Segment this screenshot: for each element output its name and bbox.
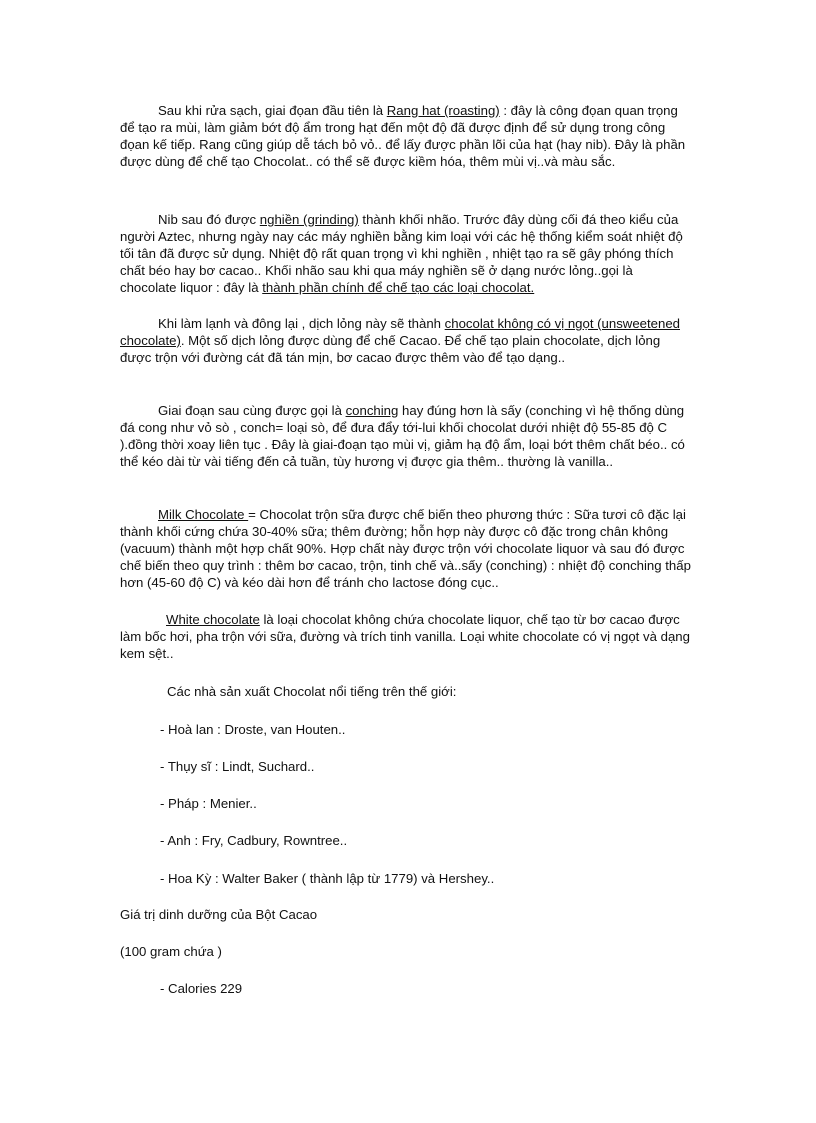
term-unsweetened-chocolate: chocolat không có vị ngọt (unsweetened chocolate): [120, 316, 680, 348]
paragraph-roasting: Sau khi rửa sạch, giai đọan đầu tiên là Rang hat (roasting) : đây là công đọan quan trọng để tạo ra mùi, làm giảm bớt độ ẩm trong hạt đến một độ đã được định để sử dụng trong công đọan kế tiếp. Rang cũng giúp dễ tách bỏ vỏ.. để lấy được phần lõi của hạt (hay nib). Đây là phần được dùng để chế tạo Chocolat.. có thể sẽ được kiềm hóa, thêm mùi vị..và màu sắc.: [120, 103, 686, 169]
paragraph-unsweetened: Khi làm lạnh và đông lại , dịch lỏng này sẽ thành chocolat không có vị ngọt (unsweetened chocolate). Một số dịch lỏng được dùng để chế Cacao. Để chế tạo plain chocolate, dịch lỏng được trộn với đường cát đã tán mịn, bơ cacao được thêm vào để tạo dạng..: [120, 316, 680, 365]
term-conching: conching: [345, 403, 399, 418]
paragraph-white-chocolate: White chocolate là loại chocolat không chứa chocolate liquor, chế tạo từ bơ cacao được làm bốc hơi, pha trộn với sữa, đường và trích tinh vanilla. Loại white chocolate có vị ngọt và dạng kem sệt..: [120, 612, 690, 661]
paragraph-grinding: Nib sau đó được nghiền (grinding) thành khối nhão. Trước đây dùng cối đá theo kiểu của người Aztec, nhưng ngày nay các máy nghiền bằng kim loại với các hệ thống kiểm soát nhiệt độ tối tân đã được sử dụng. Nhiệt độ rất quan trọng vì khi nghiền , nhiệt tạo ra sẽ gây phóng thích chất béo hay bơ cacao.. Khối nhão sau khi qua máy nghiền sẽ ở dạng nước lỏng..gọi là chocolate liquor : đây là thành phần chính để chế tạo các loại chocolat.: [120, 212, 683, 295]
nutrition-heading: Giá trị dinh dưỡng của Bột Cacao: [120, 907, 318, 922]
maker-item: - Thụy sĩ : Lindt, Suchard..: [160, 759, 315, 774]
term-grinding: nghiền (grinding): [259, 212, 359, 227]
maker-item: - Anh : Fry, Cadbury, Rowntree..: [160, 833, 348, 848]
term-main-ingredient: thành phần chính để chế tạo các loại chocolat.: [262, 280, 535, 295]
maker-item: - Hoa Kỳ : Walter Baker ( thành lập từ 1779) và Hershey..: [160, 871, 495, 886]
maker-item: - Pháp : Menier..: [160, 796, 257, 811]
paragraph-milk-chocolate: Milk Chocolate = Chocolat trộn sữa được chế biến theo phương thức : Sữa tươi cô đặc lại thành khối cứng chứa 30-40% sữa; thêm đường; hỗn hợp này được cô đặc trong chân không (vacuum) thành một hợp chất 90%. Hợp chất này được trộn với chocolate liquor và sau đó được chế biến theo quy trình : thêm bơ cacao, trộn, tinh chế và..sấy (conching) : nhiệt độ conching thấp hơn (45-60 độ C) và kéo dài hơn để tránh cho lactose đóng cục..: [120, 507, 691, 590]
makers-heading: Các nhà sản xuất Chocolat nổi tiếng trên thế giới:: [167, 684, 457, 699]
term-white-chocolate: White chocolate: [166, 612, 260, 627]
paragraph-conching: Giai đoạn sau cùng được gọi là conching hay đúng hơn là sấy (conching vì hệ thống dùng đá cong như vỏ sò , conch= loại sò, để đưa đẩy tới-lui khối chocolat dưới nhiệt độ 55-85 độ C ).đồng thời xoay liên tục . Đây là giai-đoạn tạo mùi vị, giảm hạ độ ẩm, loại bớt thêm chất béo.. có thể kéo dài từ vài tiếng đến cả tuần, tùy hương vị được gia thêm.. thường là vanilla..: [120, 403, 685, 469]
nutrition-item: - Calories 229: [160, 981, 243, 996]
maker-item: - Hoà lan : Droste, van Houten..: [160, 722, 346, 737]
term-roasting: Rang hat (roasting): [386, 103, 500, 118]
term-milk-chocolate: Milk Chocolate: [158, 507, 249, 522]
nutrition-subheading: (100 gram chứa ): [120, 944, 222, 959]
